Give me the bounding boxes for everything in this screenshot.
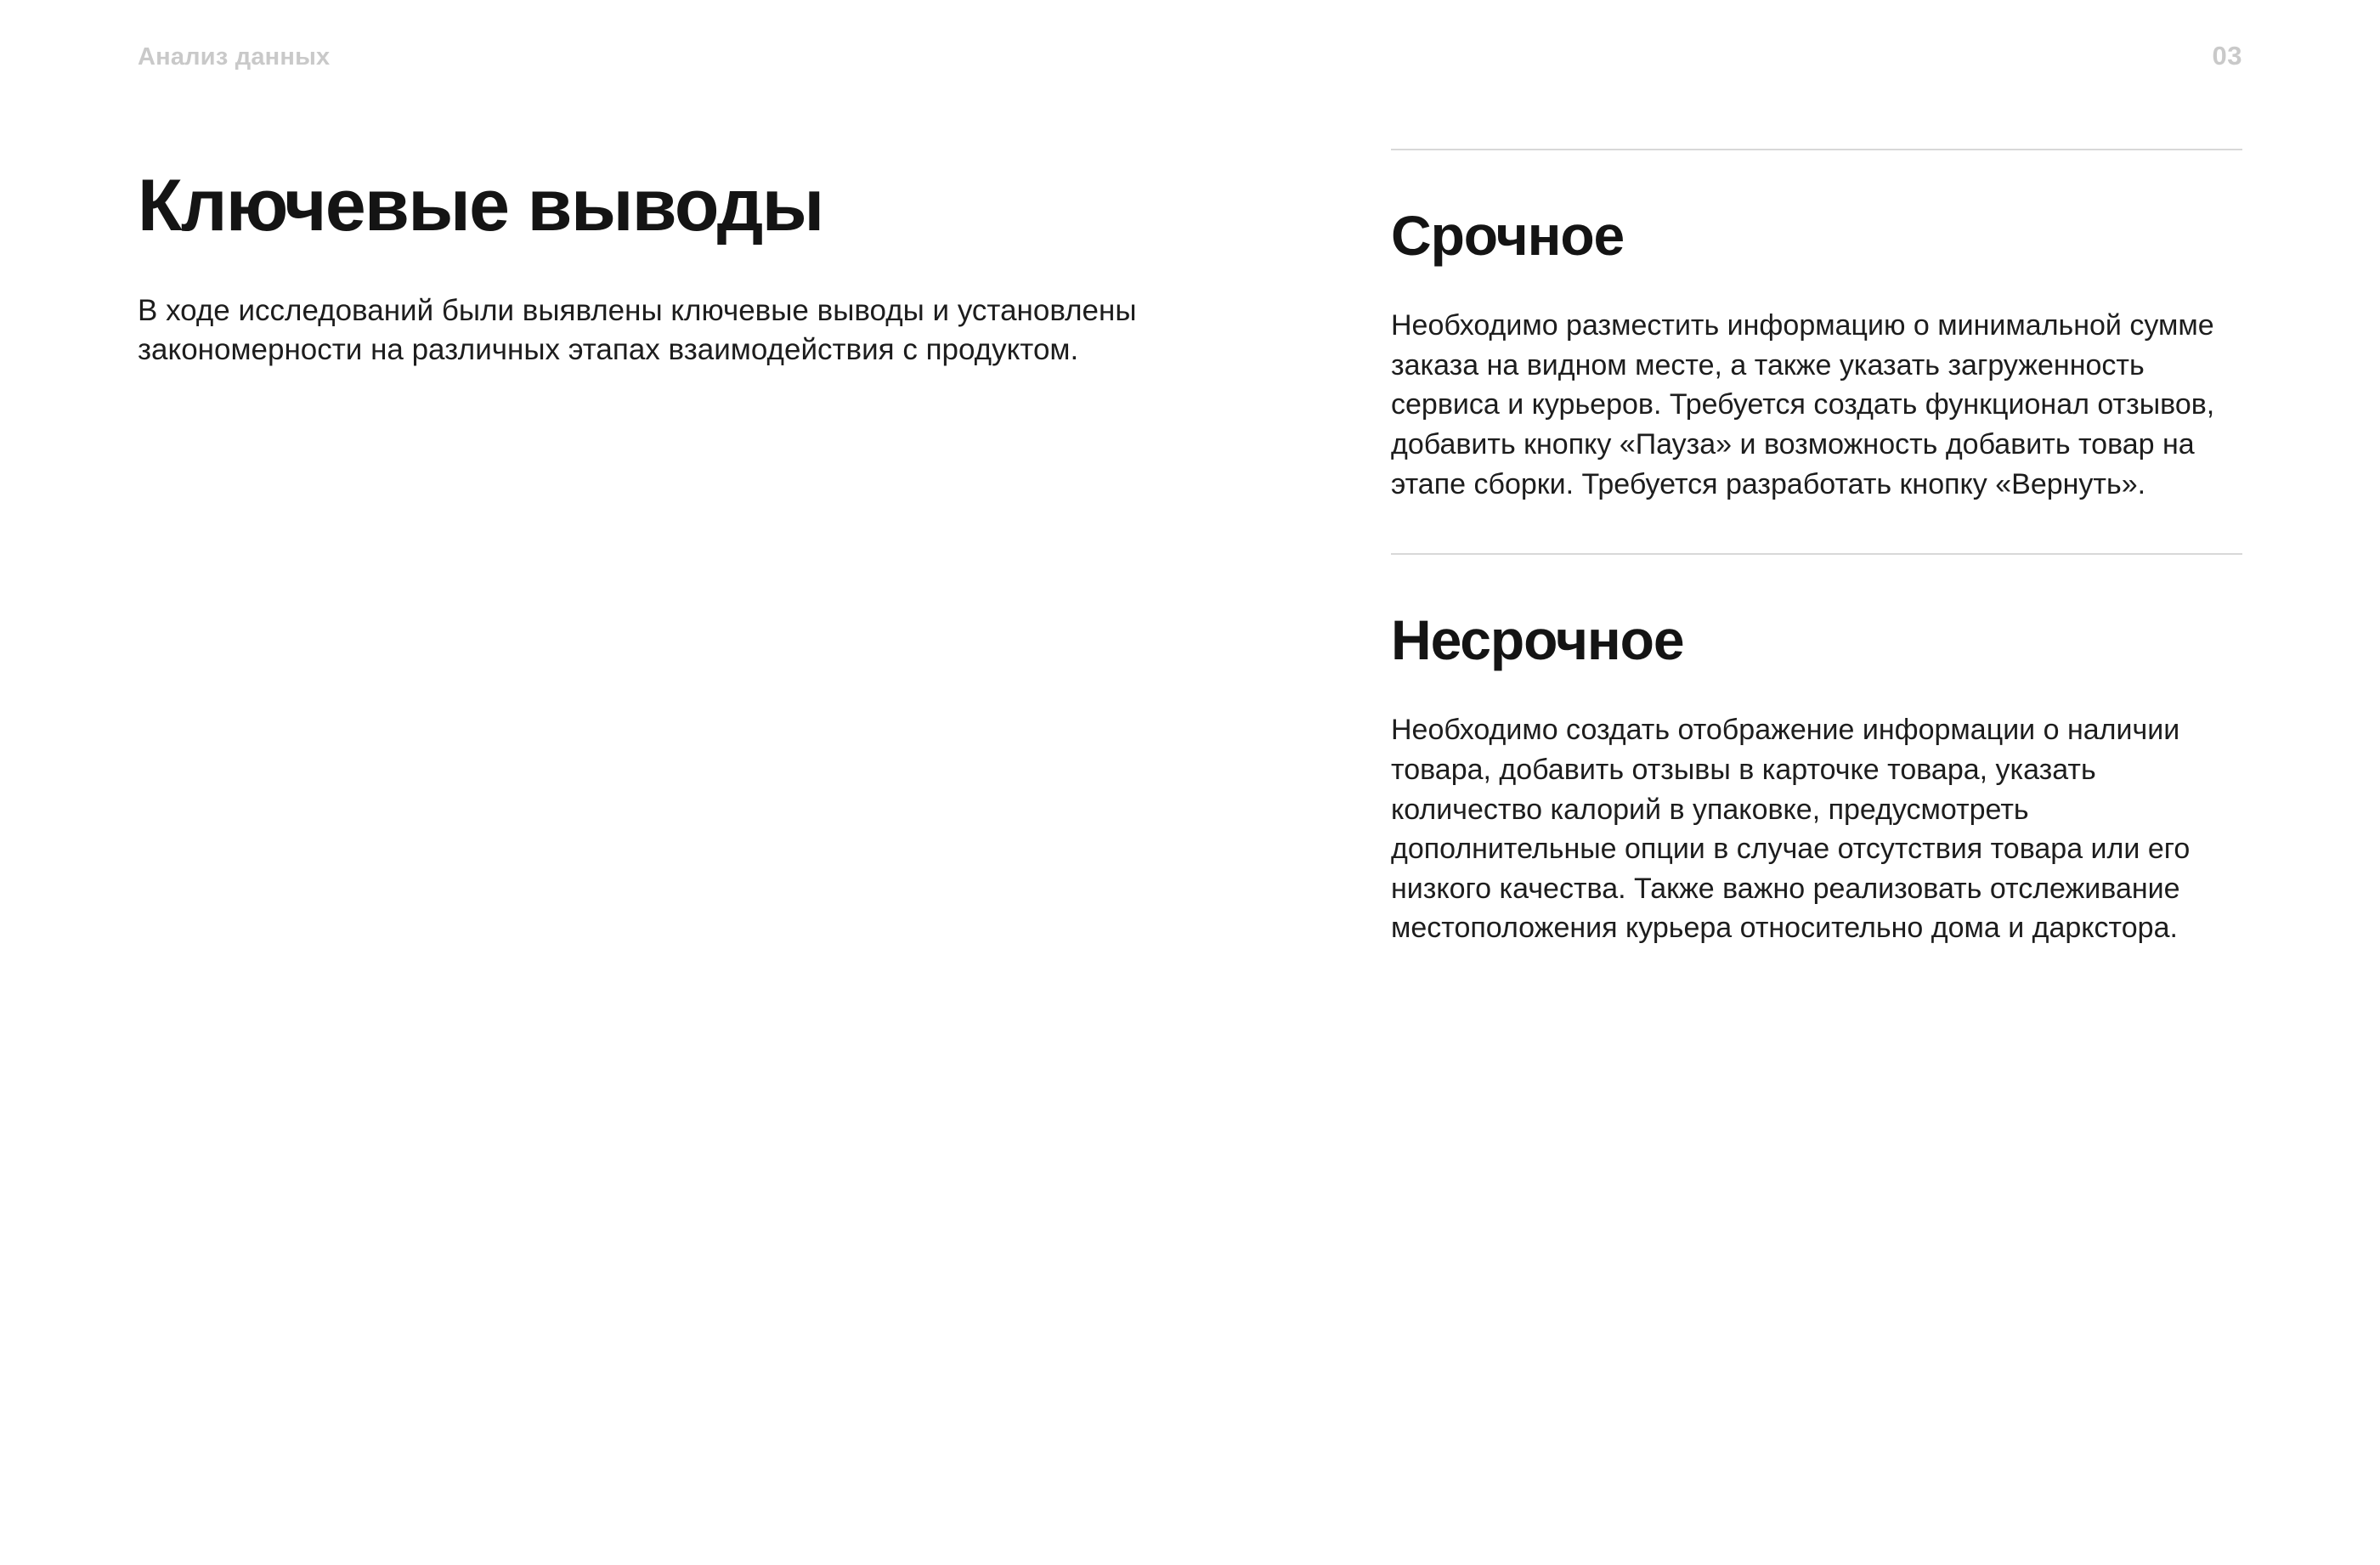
page-number: 03 (2212, 41, 2242, 71)
block-urgent (1391, 206, 2242, 504)
left-column (138, 149, 1391, 1565)
block-non-urgent-title: Несрочное (1391, 608, 1684, 672)
right-column (1391, 149, 2242, 1565)
page-title: Ключевые выводы (138, 165, 823, 246)
divider-top (1391, 149, 2242, 150)
block-non-urgent (1391, 608, 2242, 948)
divider-middle (1391, 553, 2242, 555)
block-non-urgent-body: Необходимо создать отображение информации о наличии товара, добавить отзывы в карточке товара, указать количество калорий в упаковке, предусмотреть дополнительные опции в случае отсутствия товара или его низкого качества. Также важно реализовать отслеживание местоположения курьера относительно дома и даркстора. (1391, 714, 2191, 945)
page-description: В ходе исследований были выявлены ключевые выводы и установлены закономерности на различных этапах взаимодействия с продуктом. (138, 293, 1137, 367)
content-columns (138, 149, 2242, 1565)
block-urgent-title: Срочное (1391, 204, 1625, 267)
block-urgent-body: Необходимо разместить информацию о минимальной сумме заказа на видном месте, а также указать загруженность сервиса и курьеров. Требуется создать функционал отзывов, добавить кнопку «Пауза» и возможность добавить товар на этапе сборки. Требуется разработать кнопку «Вернуть». (1391, 309, 2215, 500)
slide-header (138, 41, 2242, 71)
section-label: Анализ данных (138, 43, 331, 71)
